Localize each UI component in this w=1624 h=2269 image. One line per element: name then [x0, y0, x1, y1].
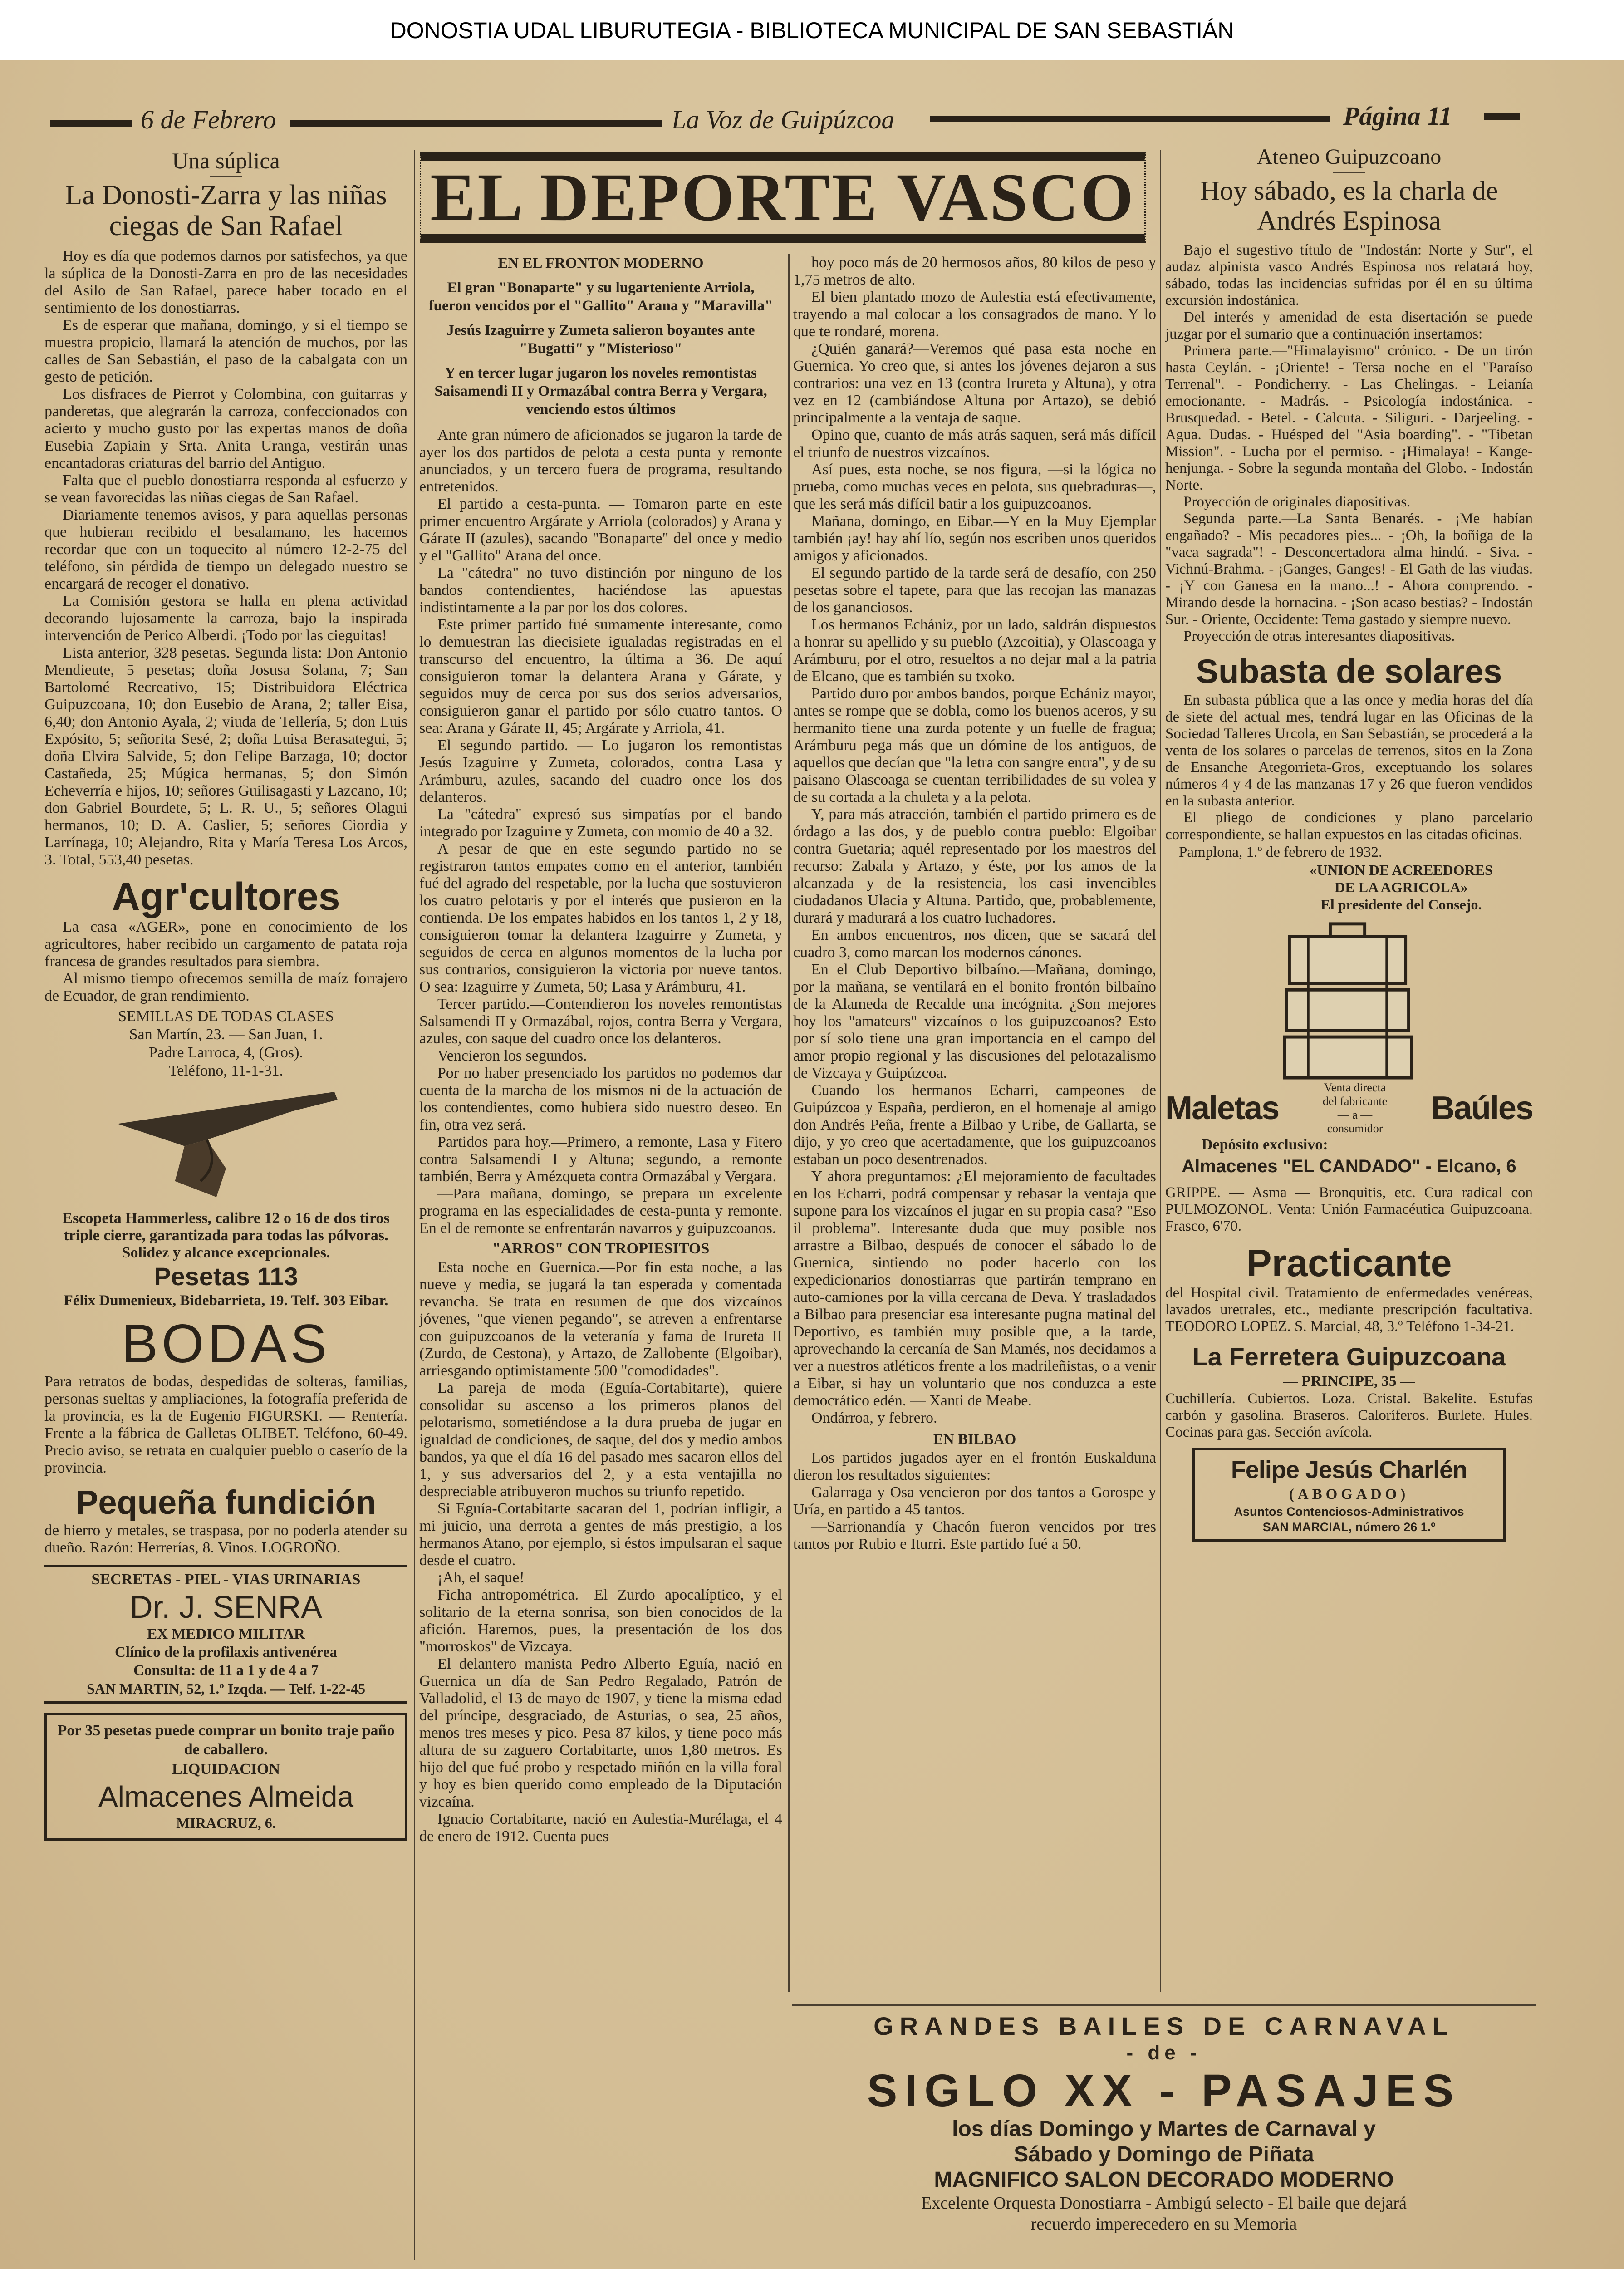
bailes-line5: Sábado y Domingo de Piñata — [1014, 2142, 1314, 2166]
ad-lines — [44, 1007, 407, 1080]
paragraph: La Comisión gestora se halla en plena actividad decorando lujosamente la carroza, bajo la inspirada intervención de Perico Alberdi. ¡Todo por las cieguitas! — [44, 593, 407, 644]
paragraph: Ficha antropométrica.—El Zurdo apocalíptico, y el solitario de la eterna sonrisa, son bien conocidos de la afición. Haremos, pues, la presentación de los dos "morroskos" de Vizcaya. — [419, 1586, 782, 1655]
senra-line: Clínico de la profilaxis antivenérea — [114, 1644, 338, 1660]
article-subhead: Jesús Izaguirre y Zumeta salieron boyantes ante "Bugatti" y "Misterioso" — [446, 322, 755, 357]
ad-body — [44, 918, 407, 1005]
paragraph: Proyección de otras interesantes diapositivas. — [1183, 628, 1455, 644]
paragraph: Bajo el sugestivo título de "Indostán: Norte y Sur", el audaz alpinista vasco Andrés Espinosa nos relatará hoy, sábado, todas las incidencias sufridas por él en su última excursión indostánica. — [1165, 242, 1533, 309]
paragraph: Vencieron los segundos. — [437, 1047, 587, 1064]
paragraph: Los partidos jugados ayer en el frontón Euskalduna dieron los resultados siguientes: — [793, 1449, 1156, 1483]
bailes-line4: los días Domingo y Martes de Carnaval y — [952, 2117, 1376, 2141]
column-rule — [414, 150, 415, 2260]
senra-line: SAN MARTIN, 52, 1.º Izqda. — Telf. 1-22-45 — [87, 1680, 365, 1697]
paragraph: Tercer partido.—Contendieron los noveles remontistas Salsamendi II y Ormazábal, rojos, contra Berra y Vergara, azules, con saque del cuadro once los delanteros. — [419, 996, 782, 1047]
gripe-ad: GRIPPE. — Asma — Bronquitis, etc. Cura radical con PULMOZONOL. Venta: Unión Farmacéutica Guipuzcoana. Frasco, 6'70. — [1165, 1184, 1533, 1234]
article-subhead: El gran "Bonaparte" y su lugarteniente Arriola, fueron vencidos por el "Gallito" Arana y "Maravilla" — [428, 280, 773, 314]
article-body — [44, 248, 407, 869]
masthead-rule — [1484, 113, 1520, 120]
senra-line: Consulta: de 11 a 1 y de 4 a 7 — [133, 1662, 319, 1679]
column-rule — [1160, 150, 1161, 1992]
paragraph: Este primer partido fué sumamente interesante, como lo demuestran las diecisiete igualadas registradas en el transcurso del encuentro, la última a 36. De aquí consiguieron tomar la delantera Arana y Gárate, y seguidos muy de cerca por sus dos serios adversarios, consiguieron ganar el partido por sólo cuatro tantos. O sea: Arana y Gárate II, 45; Argárate y Arriola, 41. — [419, 616, 782, 737]
paragraph: Falta que el pueblo donostiarra responda al esfuerzo y se vean favorecidas las niñas ciegas de San Rafael. — [44, 472, 407, 506]
paragraph: El segundo partido de la tarde será de desafío, con 250 pesetas sobre el tapete, para que las recojan las manazas de los gananciosos. — [793, 565, 1156, 616]
charlen-role: (ABOGADO) — [1289, 1486, 1409, 1503]
article-headline: Hoy sábado, es la charla de Andrés Espinosa — [1200, 176, 1498, 236]
article-body — [419, 427, 782, 1237]
almeida-text: Por 35 pesetas puede comprar un bonito traje paño de caballero. — [57, 1722, 395, 1758]
article-kicker: EN EL FRONTON MODERNO — [498, 255, 704, 271]
practicante-body: del Hospital civil. Tratamiento de enfermedades venéreas, lavados uretrales, etc., mediante prescripción facultativa. TEODORO LOPEZ. S. Marcial, 48, 3.º Teléfono 1-34-21. — [1165, 1285, 1533, 1335]
paragraph: —Sarrionandía y Chacón fueron vencidos por tres tantos por Rubio e Iturri. Este partido fué a 50. — [793, 1518, 1156, 1552]
paragraph: Opino que, cuanto de más atrás saquen, será más difícil el triunfo de nuestros vizcaínos. — [793, 427, 1156, 461]
paragraph: Al mismo tiempo ofrecemos semilla de maíz forrajero de Ecuador, de gran rendimiento. — [44, 970, 407, 1004]
ad-title-fundicion: Pequeña fundición — [76, 1483, 376, 1521]
paragraph: Del interés y amenidad de esta disertación se puede juzgar por el sumario que a continuación insertamos: — [1165, 309, 1533, 342]
paragraph: Ondárroa, y febrero. — [811, 1410, 937, 1426]
column-1 — [44, 147, 407, 1841]
column-rule — [788, 254, 790, 1992]
article-body — [793, 254, 1156, 1427]
paragraph: Segunda parte.—La Santa Benarés. - ¡Me habían engañado? - Mis pecadores pies... - ¡Oh, la boñiga de la "vaca sagrada"! - Desconcertadora alma hindú. - Siva. - Vichnú-Brahma. - ¡Ganges, Ganges! - El Gath de las viudas. - ¡Y con Ganesa en la mano...! - Ahora comprendo. - Mirando desde la hornacina. - ¡Son acaso bestias? - Indostán Sur. - Oriente, Occidente: Tema gastado y siempre nuevo. — [1165, 511, 1533, 628]
maletas-mid — [1310, 1081, 1400, 1135]
ad-title-subasta: Subasta de solares — [1196, 653, 1502, 690]
paragraph: Esta noche en Guernica.—Por fin esta noche, a las nueve y media, se jugará la tan esperada y comentada revancha. Se trata en resumen de que dos vizcaínos jóvenes, "que vienen pegando", se atreven a enfrentarse con guipuzcoanos de la veteranía y fama de Irureta II (Zurdo, de Cestona), y Artazo, de Zallobente (Elgoibar), arriesgando optimistamente 500 "comodidades". — [419, 1259, 782, 1379]
divider — [210, 176, 242, 177]
senra-line: EX MEDICO MILITAR — [147, 1626, 305, 1642]
paragraph: —Para mañana, domingo, se prepara un excelente programa en las especialidades de cesta-punta y remonte. En el de remonte se enfrentarán navarros y guipuzcoanos. — [419, 1185, 782, 1237]
charlen-line: Asuntos Contenciosos-Administrativos — [1234, 1505, 1464, 1518]
subasta-date: Pamplona, 1.º de febrero de 1932. — [1179, 844, 1383, 860]
ad-title-practicante: Practicante — [1246, 1242, 1452, 1284]
paragraph: El pliego de condiciones y plano parcelario correspondiente, se hallan expuestos en las citadas oficinas. — [1165, 810, 1533, 843]
bailes-venue: SIGLO XX - PASAJES — [867, 2065, 1461, 2116]
paragraph: San Martín, 23. — San Juan, 1. — [129, 1026, 323, 1043]
gun-ad-text: Escopeta Hammerless, calibre 12 o 16 de dos tiros triple cierre, garantizada para todas las pólvoras. Solidez y alcance excepcionales. — [62, 1210, 390, 1261]
article-kicker: Una súplica — [172, 148, 280, 173]
bodas-body: Para retratos de bodas, despedidas de solteras, familias, personas sueltas y ampliaciones, la fotografía preferida de la provincia, es la de Eugenio FIGURSKI. — Rentería. Frente a la fábrica de Galletas OLIBET. Teléfono, 60-49. Precio aviso, se retrata en cualquier pueblo o caserío de la provincia. — [44, 1373, 407, 1476]
paragraph: Hoy es día que podemos darnos por satisfechos, ya que la súplica de la Donosti-Zarra en pro de las necesidades del Asilo de San Rafael, parece haber tocado en el sentimiento de los donostiarras. — [44, 248, 407, 316]
column-3 — [1165, 144, 1533, 1542]
almeida-address: MIRACRUZ, 6. — [176, 1815, 276, 1831]
ad-title-bodas: BODAS — [121, 1313, 331, 1374]
maletas-mid-line: consumidor — [1327, 1122, 1383, 1135]
paragraph: La casa «AGER», pone en conocimiento de los agricultores, haber recibido un cargamento de patata roja francesa de grandes resultados para siembra. — [44, 918, 407, 970]
paragraph: Proyección de originales diapositivas. — [1183, 494, 1411, 510]
article-subhead: Y en tercer lugar jugaron los noveles remontistas Saisamendi II y Ormazábal contra Berra y Vergara, venciendo estos últimos — [434, 365, 767, 417]
masthead-date: 6 de Febrero — [141, 105, 276, 134]
store-name: Almacenes "EL CANDADO" - Elcano, 6 — [1182, 1156, 1516, 1176]
trunk-illustration — [1281, 918, 1417, 1081]
paragraph: Si Eguía-Cortabitarte sacaran del 1, podrían infligir, a mi juicio, una derrota a gentes de más prestigio, a los hermanos Atano, por ejemplo, si éstos impulsaran el saque desde el cuatro. — [419, 1500, 782, 1569]
masthead-rule — [930, 116, 1330, 122]
paragraph: Lista anterior, 328 pesetas. Segunda lista: Don Antonio Mendieute, 5 pesetas; doña Josusa Solana, 7; San Bartolomé Recreativo, 15; Distribuidora Eléctrica Guipuzcoana, 10; don Eusebio de Arana, 2; taller Eisa, 6,40; don Antonio Ayala, 2; viuda de Tellería, 5; don Luis Expósito, 5; señorita Sesé, 2; doña Luisa Berasategui, 5; doña Elvira Salvide, 5; don Felipe Barzaga, 10; doctor Castañeda, 25; Múgica hermanas, 5; don Simón Echeverría e hijos, 10; señores Guilisagasti y Lazcano, 10; don Gabriel Bourdete, 5; L. R. U., 5; señores Olagui hermanos, 10; D. A. Caslier, 5; señores Ciordia y Larrínaga, 10; Alejandro, Rita y María Teresa Los Arcos, 3. Total, 553,40 pesetas. — [44, 644, 407, 868]
masthead-page: Página 11 — [1343, 101, 1452, 131]
article-subhead: "ARROS" CON TROPIESITOS — [492, 1240, 710, 1257]
maletas-ad — [1165, 1081, 1533, 1135]
paragraph: Primera parte.—"Himalayismo" crónico. - De un tirón hasta Ceylán. - ¡Oriente! - Tersa noche en el "Paraíso Terrenal". - Pondicherry. - Las Chelingas. - Leianía emocionante. - Madrás. - Psicología indostánica. - Brusquedad. - Betel. - Calcuta. - Siliguri. - Darjeeling. - Agua. Dudas. - Huésped del "Asia boarding". - "Tibetan Mission". - Lucha por el permiso. - ¡Himalaya! - Kange-henjunga. - Sobre la segunda montaña del Globo. - Indostán Norte. — [1165, 343, 1533, 493]
masthead-rule — [50, 120, 132, 127]
paragraph: En subasta pública que a las once y media horas del día de siete del actual mes, tendrá lugar en las Oficinas de la Sociedad Talleres Urcola, en San Sebastián, se procederá a la venta de los solares o parcelas de terrenos, sitos en la Zona de Ensanche Ategorrieta-Gros, exceptuando los solares números 4 y 4 de las manzanas 17 y 26 que fueron vendidos en la subasta anterior. — [1165, 692, 1533, 809]
paragraph: ¡Ah, el saque! — [437, 1569, 525, 1586]
paragraph: La "cátedra" expresó sus simpatías por el bando integrado por Izaguirre y Zumeta, con momio de 40 a 32. — [419, 806, 782, 840]
fundicion-body: de hierro y metales, se traspasa, por no poderla atender su dueño. Razón: Herrerías, 8. Vinos. LOGROÑO. — [44, 1522, 407, 1556]
paragraph: En ambos encuentros, nos dicen, que se sacará del cuadro 3, como marcan los modernos cánones. — [793, 927, 1156, 961]
subasta-sign: DE LA AGRICOLA» — [1335, 879, 1468, 895]
subasta-body — [1165, 692, 1533, 843]
paragraph: La pareja de moda (Eguía-Cortabitarte), quiere consolidar su ascenso a los primeros planos del pelotarismo, sometiéndose a la dura prueba de jugar en igualdad de condiciones, de saque, del dos y medio ambos bandos, ya que el día 16 del pasado mes sacaron ellos del 1, y sus adversarios del 2, y a esta ventajilla no despreciable atribuyeron muchos su triunfo repetido. — [419, 1380, 782, 1500]
paragraph: En el Club Deportivo bilbaíno.—Mañana, domingo, por la mañana, se ventilará en el bonito frontón bilbaíno de la Alameda de Recalde una incógnita. ¿Son mejores hoy los "amateurs" vizcaínos o los guipuzcoanos? Esto por sí solo tiene una gran importancia en el campo del amor propio regional y las discusiones del pelotazalismo de Vizcaya y Guipúzcoa. — [793, 961, 1156, 1081]
paragraph: Teléfono, 11-1-31. — [168, 1062, 284, 1079]
masthead-paper: La Voz de Guipúzcoa — [672, 105, 895, 134]
paragraph: Diariamente tenemos avisos, y para aquellas personas que hubieran recibido el besalamano, les hacemos recordar que con un toquecito al número 12-2-75 del teléfono, sin pérdida de tiempo un delegado nuestro se encargará de recoger el donativo. — [44, 506, 407, 592]
paragraph: Padre Larroca, 4, (Gros). — [149, 1044, 303, 1061]
deporte-column-a — [419, 254, 782, 1845]
maletas-mid-line: del fabricante — [1322, 1095, 1388, 1108]
maletas-label: Maletas — [1165, 1090, 1279, 1126]
subasta-sign: «UNION DE ACREEDORES — [1310, 862, 1493, 878]
divider — [1333, 172, 1365, 173]
senra-top: SECRETAS - PIEL - VIAS URINARIAS — [91, 1571, 361, 1588]
paragraph: Los hermanos Echániz, por un lado, saldrán dispuestos a honrar su apellido y su pueblo (Azcoitia), y Olascoaga y Arámburu, por el otro, resueltos a no dejar mal a la patria de Elcano, que es también su txoko. — [793, 616, 1156, 685]
charlen-name: Felipe Jesús Charlén — [1231, 1456, 1467, 1483]
gun-address: Félix Dumenieux, Bidebarrieta, 19. Telf. 303 Eibar. — [64, 1292, 388, 1309]
paragraph: Los disfraces de Pierrot y Colombina, con guitarras y panderetas, que alegrarán la carroza, confeccionados con acierto y mucho gusto por las expertas manos de doña Eusebia Zapiain y Srta. Anita Uranga, vestirán unas encantadoras criaturas del barrio del Antiguo. — [44, 386, 407, 471]
paragraph: Mañana, domingo, en Eibar.—Y en la Muy Ejemplar también ¡ay! hay ahí lío, según nos escriben unos queridos amigos y aficionados. — [793, 513, 1156, 564]
almeida-ad — [44, 1713, 407, 1841]
almeida-liquidacion: LIQUIDACION — [172, 1761, 280, 1778]
article-body — [793, 1449, 1156, 1553]
ad-title-ferretera: La Ferretera Guipuzcoana — [1192, 1342, 1506, 1371]
paragraph: Por no haber presenciado los partidos no podemos dar cuenta de la marcha de los mismos ni de la actuación de los contendientes, como hubiera sido nuestro deseo. En fin, otra vez será. — [419, 1065, 782, 1133]
library-banner: DONOSTIA UDAL LIBURUTEGIA - BIBLIOTECA MUNICIPAL DE SAN SEBASTIÁN — [0, 0, 1624, 60]
article-subhead: EN BILBAO — [933, 1431, 1016, 1448]
paragraph: El partido a cesta-punta. — Tomaron parte en este primer encuentro Argárate y Arriola (colorados) y Arana y Gárate II (azules), sacando "Bonaparte" del once y medio y el "Gallito" Arana del once. — [419, 496, 782, 564]
bailes-line8: recuerdo imperecedero en su Memoria — [1030, 2215, 1297, 2234]
paragraph: SEMILLAS DE TODAS CLASES — [118, 1008, 334, 1025]
ferretera-address: — PRINCIPE, 35 — — [1283, 1373, 1415, 1390]
paragraph: El delantero manista Pedro Alberto Eguía, nació en Guernica un día de San Pedro Regalado, Patrón de Valladolid, el 13 de mayo de 1907, y tiene la misma edad del príncipe, desgraciado, de Asturias, o sea, 25 años, menos tres meses y pico. Pesa 87 kilos, y tiene poco más altura de su zaguero Cortabitarte, unos 1,80 metros. Es hijo del que fué probo y respetado miñón en la villa foral y hoy es bien querido como empleado de la Diputación vizcaína. — [419, 1655, 782, 1810]
article-body — [1165, 242, 1533, 645]
bailes-line1: GRANDES BAILES DE CARNAVAL — [873, 2012, 1454, 2040]
senra-name: Dr. J. SENRA — [130, 1589, 322, 1625]
paragraph: Ignacio Cortabitarte, nació en Aulestia-Murélaga, el 4 de enero de 1912. Cuenta pues — [419, 1811, 782, 1845]
bailes-line6: MAGNIFICO SALON DECORADO MODERNO — [934, 2168, 1394, 2192]
paragraph: Cuando los hermanos Echarri, campeones de Guipúzcoa y España, perdieron, en el homenaje al amigo don Andrés Peña, frente a Bilbao y Uribe, de Gallarta, se dijo, y yo creo que acertadamente, que los guipuzcoanos estaban un poco desentrenados. — [793, 1082, 1156, 1168]
shotgun-illustration — [85, 1085, 367, 1203]
almeida-name: Almacenes Almeida — [98, 1780, 354, 1813]
article-headline: La Donosti-Zarra y las niñas ciegas de San Rafael — [65, 180, 387, 241]
baules-label: Baúles — [1431, 1090, 1533, 1126]
paragraph: Galarraga y Osa vencieron por dos tantos a Gorospe y Uría, en partido a 45 tantos. — [793, 1484, 1156, 1518]
ferretera-body: Cuchillería. Cubiertos. Loza. Cristal. Bakelite. Estufas carbón y gasolina. Braseros. Caloríferos. Burlete. Hules. Cocinas para gas. Sección avícola. — [1165, 1390, 1533, 1440]
ad-title: Agr'cultores — [112, 875, 340, 918]
charlen-ad — [1192, 1448, 1506, 1542]
charlen-line: SAN MARCIAL, número 26 1.º — [1262, 1520, 1436, 1534]
bailes-ad — [792, 2004, 1536, 2235]
bailes-line7: Excelente Orquesta Donostiarra - Ambigú selecto - El baile que dejará — [921, 2194, 1407, 2213]
deposit-label: Depósito exclusivo: — [1202, 1136, 1328, 1153]
bailes-line2: - de - — [1126, 2042, 1202, 2064]
gun-price: Pesetas 113 — [154, 1262, 298, 1291]
paragraph: Y, para más atracción, también el partido primero es de órdago a las dos, y de pueblo contra pueblo: Elgoibar contra Guetaria; aquél representado por los maestros del recurso: Zabala y Artazo, y éste, por los amos de la alcanzada y de la resistencia, los casi invencibles ciudadanos Ulacia y Altuna. Partido, que, probablemente, durará y madurará a los cuatro luchadores. — [793, 806, 1156, 926]
divider — [792, 2004, 1536, 2006]
section-banner — [420, 152, 1146, 243]
maletas-mid-line: Venta directa — [1324, 1081, 1386, 1094]
masthead-rule — [290, 120, 662, 127]
paragraph: Partidos para hoy.—Primero, a remonte, Lasa y Fitero contra Salsamendi I y Altuna; segundo, a remonte también, Berra y Amézqueta contra Ormazábal y Vergara. — [419, 1134, 782, 1185]
article-kicker: Ateneo Guipuzcoano — [1256, 145, 1442, 169]
maletas-mid-line: — a — — [1337, 1108, 1373, 1121]
paragraph: hoy poco más de 20 hermosos años, 80 kilos de peso y 1,75 metros de alto. — [793, 254, 1156, 288]
article-body — [419, 1259, 782, 1845]
paragraph: Ante gran número de aficionados se jugaron la tarde de ayer los dos partidos de pelota a cesta punta y remonte anunciados, y un tercero fuera de programa, resultando entretenidos. — [419, 427, 782, 495]
subasta-sign: El presidente del Consejo. — [1320, 896, 1482, 913]
deporte-column-b — [793, 254, 1156, 1553]
paragraph: El segundo partido. — Lo jugaron los remontistas Jesús Izaguirre y Zumeta, colorados, contra Lasa y Arámburu, azules, sacando del cuadro once los dos delanteros. — [419, 737, 782, 805]
paragraph: ¿Quién ganará?—Veremos qué pasa esta noche en Guernica. Yo creo que, si antes los jóvenes dejaron a sus contrarios: una vez en 13 (contra Irureta y Altuna), y otra vez en 12 (cambiándose Altuna por Artazo), se debió principalmente a la ventaja de saque. — [793, 340, 1156, 426]
paragraph: Partido duro por ambos bandos, porque Echániz mayor, antes se rompe que se dobla, como los buenos aceros, y su hermanito tiene una zurda potente y un fuelle de fragua; Arámburu pega más que un dómine de los antiguos, de aquellos que decían que "la letra con sangre entra", y de su paisano Olascoaga se cuentan terribilidades de su volea y de su cortada a la chuleta y a la pelota. — [793, 685, 1156, 805]
senra-ad — [44, 1565, 407, 1704]
paragraph: A pesar de que en este segundo partido no se registraron tantos empates como en el anterior, también fué del agrado del respetable, por la lucha que sostuvieron los cuatro pelotaris y por el interés que pusieron en la contienda. De los empates habidos en los tantos 1, 2 y 18, consiguieron tomar la delantera Izaguirre y Zumeta, y seguidos de cerca en algunos momentos de la lucha por sus contrarios, consiguieron la victoria por nueve tantos. O sea: Izaguirre y Zumeta, 50; Lasa y Arámburu, 41. — [419, 840, 782, 995]
paragraph: La "cátedra" no tuvo distinción por ninguno de los bandos contendientes, haciéndose las apuestas indistintamente a la par por los dos colores. — [419, 565, 782, 616]
paragraph: Y ahora preguntamos: ¿El mejoramiento de facultades en los Echarri, podrá compensar y rebasar la ventaja que supone para los vizcaínos el jugar en su propia casa? "Eso il problema". Interesante duda que muy posible nos arrastre a Bilbao, después de conocer el sábado lo de Guernica, sintiendo no poder hacerlo con los expedicionarios donostiarras que partirán temprano en auto-camiones por la villa cercana de Deva. Y trasladados a Bilbao para presenciar esa interesante pugna matinal del Deportivo, es también muy posible que, a la tarde, aprovechando la cercanía de San Mamés, nos decidamos a ver a nuestros atléticos frente a los madrileñistas, o a venir a Eibar, si hay un voluntario que nos conduzca a este democrático edén. — Xanti de Meabe. — [793, 1168, 1156, 1409]
paragraph: Es de esperar que mañana, domingo, y si el tiempo se muestra propicio, llamará la atención de muchos, por las calles de San Sebastián, el paso de la cabalgata con un gesto de petición. — [44, 317, 407, 385]
section-title: EL DEPORTE VASCO — [430, 160, 1135, 235]
paragraph: El bien plantado mozo de Aulestia está efectivamente, trayendo a mal colocar a los consagrados de mano. Y lo que te rondaré, morena. — [793, 289, 1156, 340]
paragraph: Así pues, esta noche, se nos figura, —si la lógica no prueba, como muchas veces en pelota, sus quebraduras—, que les será más difícil batir a los guipuzcoanos. — [793, 461, 1156, 512]
